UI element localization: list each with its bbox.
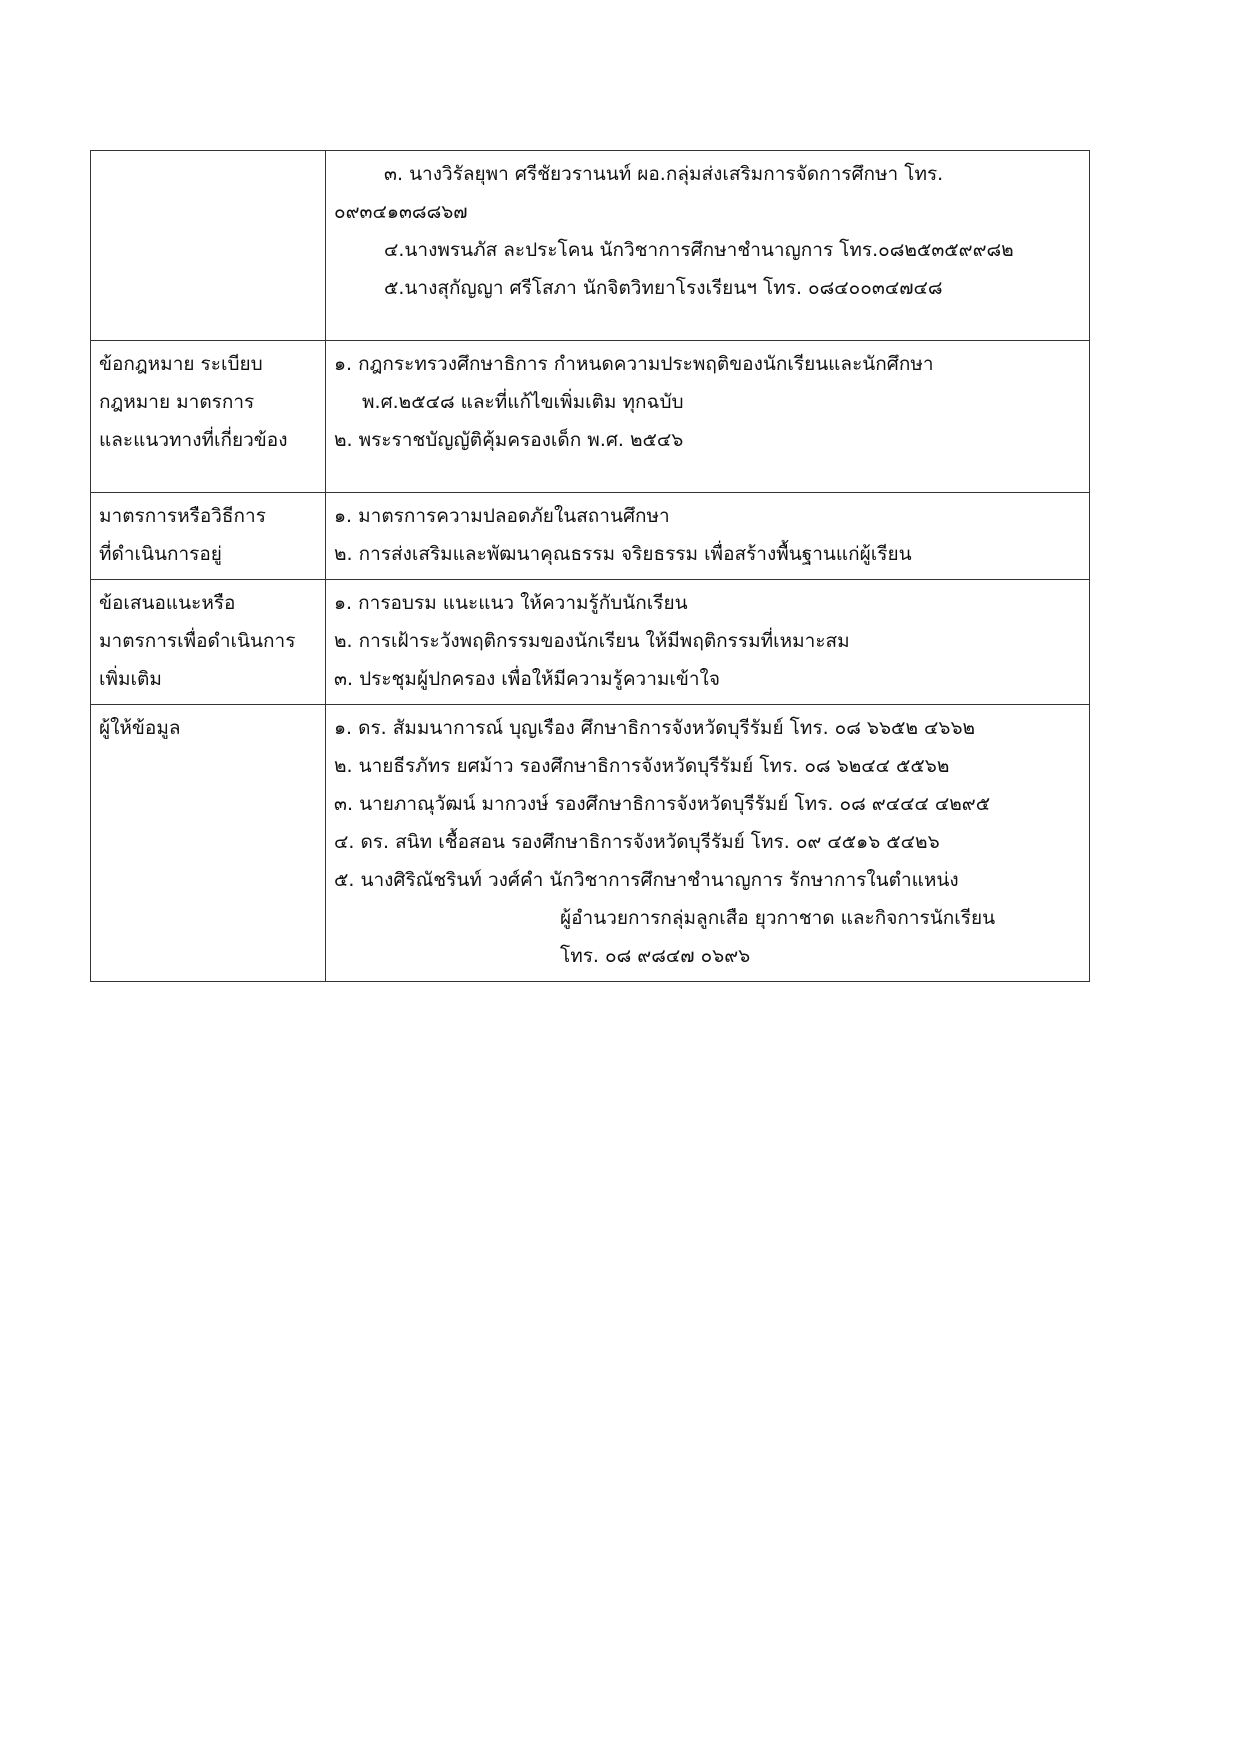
table-row: [91, 341, 1090, 493]
row-label: มาตรการเพื่อดำเนินการ: [99, 630, 296, 652]
row-label: กฎหมาย มาตรการ: [99, 391, 255, 413]
row-label-cell: [91, 580, 326, 705]
table-row: [91, 151, 1090, 341]
list-item: ๓. นางวิรัลยุพา ศรีชัยวรานนท์ ผอ.กลุ่มส่งเสริมการจัดการศึกษา โทร.: [384, 163, 944, 185]
list-item: ๑. กฎกระทรวงศึกษาธิการ กำหนดความประพฤติของนักเรียนและนักศึกษา: [334, 353, 934, 375]
row-content-cell: [326, 341, 1090, 493]
row-label: ข้อเสนอแนะหรือ: [99, 592, 236, 614]
list-item: ๕. นางศิริณัชรินท์ วงศ์คำ นักวิชาการศึกษาชำนาญการ รักษาการในตำแหน่ง: [334, 869, 959, 891]
list-item: ๔.นางพรนภัส ละประโคน นักวิชาการศึกษาชำนาญการ โทร.๐๘๒๕๓๕๙๙๘๒: [384, 239, 1014, 261]
row-label: มาตรการหรือวิธีการ: [99, 505, 266, 527]
list-item: ๑. การอบรม แนะแนว ให้ความรู้กับนักเรียน: [334, 592, 688, 614]
row-label-cell: [91, 493, 326, 580]
row-label: ที่ดำเนินการอยู่: [99, 543, 222, 565]
row-content-cell: [326, 705, 1090, 982]
list-item: ๑. ดร. สัมมนาการณ์ บุญเรือง ศึกษาธิการจังหวัดบุรีรัมย์ โทร. ๐๘ ๖๖๕๒ ๔๖๖๒: [334, 717, 976, 739]
row-label-cell: [91, 705, 326, 982]
row-content-cell: [326, 151, 1090, 341]
list-item: โทร. ๐๘ ๙๘๔๗ ๐๖๙๖: [560, 945, 751, 967]
row-label: และแนวทางที่เกี่ยวข้อง: [99, 429, 288, 451]
list-item: ๐๙๓๔๑๓๘๘๖๗: [334, 201, 468, 223]
row-label-cell: [91, 341, 326, 493]
list-item: ๓. นายภาณุวัฒน์ มากวงษ์ รองศึกษาธิการจังหวัดบุรีรัมย์ โทร. ๐๘ ๙๔๔๔ ๔๒๙๕: [334, 793, 991, 815]
row-content-cell: [326, 493, 1090, 580]
list-item: ๒. พระราชบัญญัติคุ้มครองเด็ก พ.ศ. ๒๕๔๖: [334, 429, 684, 451]
row-label: เพิ่มเติม: [99, 668, 162, 690]
table-row: [91, 705, 1090, 982]
info-table: [90, 150, 1090, 982]
row-label: ข้อกฎหมาย ระเบียบ: [99, 353, 263, 375]
list-item: ๑. มาตรการความปลอดภัยในสถานศึกษา: [334, 505, 670, 527]
list-item: ๕.นางสุกัญญา ศรีโสภา นักจิตวิทยาโรงเรียนฯ โทร. ๐๘๔๐๐๓๔๗๔๘: [384, 277, 943, 299]
list-item: ๒. การเฝ้าระวังพฤติกรรมของนักเรียน ให้มีพฤติกรรมที่เหมาะสม: [334, 630, 850, 652]
list-item: ๒. การส่งเสริมและพัฒนาคุณธรรม จริยธรรม เพื่อสร้างพื้นฐานแก่ผู้เรียน: [334, 543, 912, 565]
table-row: [91, 580, 1090, 705]
list-item: ๓. ประชุมผู้ปกครอง เพื่อให้มีความรู้ความเข้าใจ: [334, 668, 720, 690]
row-label-cell: [91, 151, 326, 341]
list-item: ๔. ดร. สนิท เชื้อสอน รองศึกษาธิการจังหวัดบุรีรัมย์ โทร. ๐๙ ๔๕๑๖ ๕๔๒๖: [334, 831, 940, 853]
row-label: ผู้ให้ข้อมูล: [99, 717, 181, 739]
row-content-cell: [326, 580, 1090, 705]
list-item: ผู้อำนวยการกลุ่มลูกเสือ ยุวกาชาด และกิจการนักเรียน: [560, 907, 996, 929]
list-item: พ.ศ.๒๕๔๘ และที่แก้ไขเพิ่มเติม ทุกฉบับ: [362, 391, 684, 413]
table-row: [91, 493, 1090, 580]
list-item: ๒. นายธีรภัทร ยศม้าว รองศึกษาธิการจังหวัดบุรีรัมย์ โทร. ๐๘ ๖๒๔๔ ๕๕๖๒: [334, 755, 950, 777]
